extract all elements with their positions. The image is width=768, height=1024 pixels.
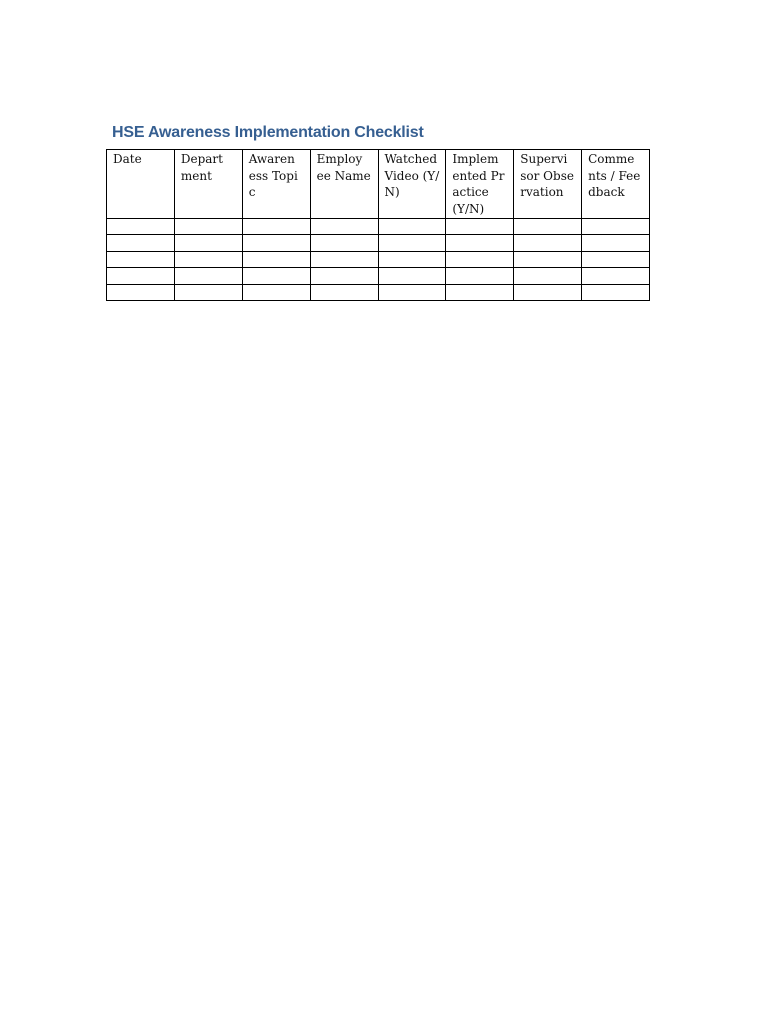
table-cell[interactable] — [107, 218, 175, 235]
checklist-table — [106, 149, 650, 301]
table-row — [107, 284, 650, 301]
table-cell[interactable] — [174, 235, 242, 252]
table-body — [107, 218, 650, 301]
table-cell[interactable] — [378, 284, 446, 301]
table-cell[interactable] — [378, 251, 446, 268]
table-cell[interactable] — [378, 218, 446, 235]
table-cell[interactable] — [242, 235, 310, 252]
table-cell[interactable] — [174, 284, 242, 301]
table-cell[interactable] — [582, 268, 650, 285]
header-cell-comments-feedback: Comments / Feedback — [582, 150, 650, 219]
table-cell[interactable] — [378, 235, 446, 252]
table-cell[interactable] — [107, 235, 175, 252]
table-cell[interactable] — [310, 251, 378, 268]
table-cell[interactable] — [446, 251, 514, 268]
table-cell[interactable] — [378, 268, 446, 285]
table-header — [107, 150, 650, 219]
table-cell[interactable] — [174, 251, 242, 268]
header-row — [107, 150, 650, 219]
table-row — [107, 268, 650, 285]
table-row — [107, 235, 650, 252]
table-cell[interactable] — [514, 218, 582, 235]
table-row — [107, 218, 650, 235]
header-cell-employee-name: Employee Name — [310, 150, 378, 219]
table-cell[interactable] — [174, 268, 242, 285]
table-cell[interactable] — [242, 251, 310, 268]
table-cell[interactable] — [107, 268, 175, 285]
header-cell-supervisor-observation: Supervisor Observation — [514, 150, 582, 219]
header-cell-department: Department — [174, 150, 242, 219]
table-cell[interactable] — [446, 268, 514, 285]
document-title: HSE Awareness Implementation Checklist — [112, 124, 424, 141]
table-cell[interactable] — [514, 235, 582, 252]
header-cell-date: Date — [107, 150, 175, 219]
table-cell[interactable] — [514, 284, 582, 301]
table-cell[interactable] — [310, 268, 378, 285]
table-cell[interactable] — [174, 218, 242, 235]
table-cell[interactable] — [514, 268, 582, 285]
table-cell[interactable] — [107, 251, 175, 268]
table-cell[interactable] — [582, 218, 650, 235]
header-cell-implemented-practice: Implemented Practice (Y/N) — [446, 150, 514, 219]
table-cell[interactable] — [310, 235, 378, 252]
table-cell[interactable] — [446, 235, 514, 252]
table-cell[interactable] — [310, 284, 378, 301]
table-cell[interactable] — [582, 235, 650, 252]
header-cell-watched-video: Watched Video (Y/N) — [378, 150, 446, 219]
table-cell[interactable] — [446, 284, 514, 301]
table-cell[interactable] — [310, 218, 378, 235]
table-cell[interactable] — [582, 284, 650, 301]
table-cell[interactable] — [242, 268, 310, 285]
table-cell[interactable] — [582, 251, 650, 268]
table-cell[interactable] — [514, 251, 582, 268]
table-row — [107, 251, 650, 268]
header-cell-awareness-topic: Awareness Topic — [242, 150, 310, 219]
table-cell[interactable] — [446, 218, 514, 235]
table-cell[interactable] — [107, 284, 175, 301]
table-cell[interactable] — [242, 284, 310, 301]
table-cell[interactable] — [242, 218, 310, 235]
